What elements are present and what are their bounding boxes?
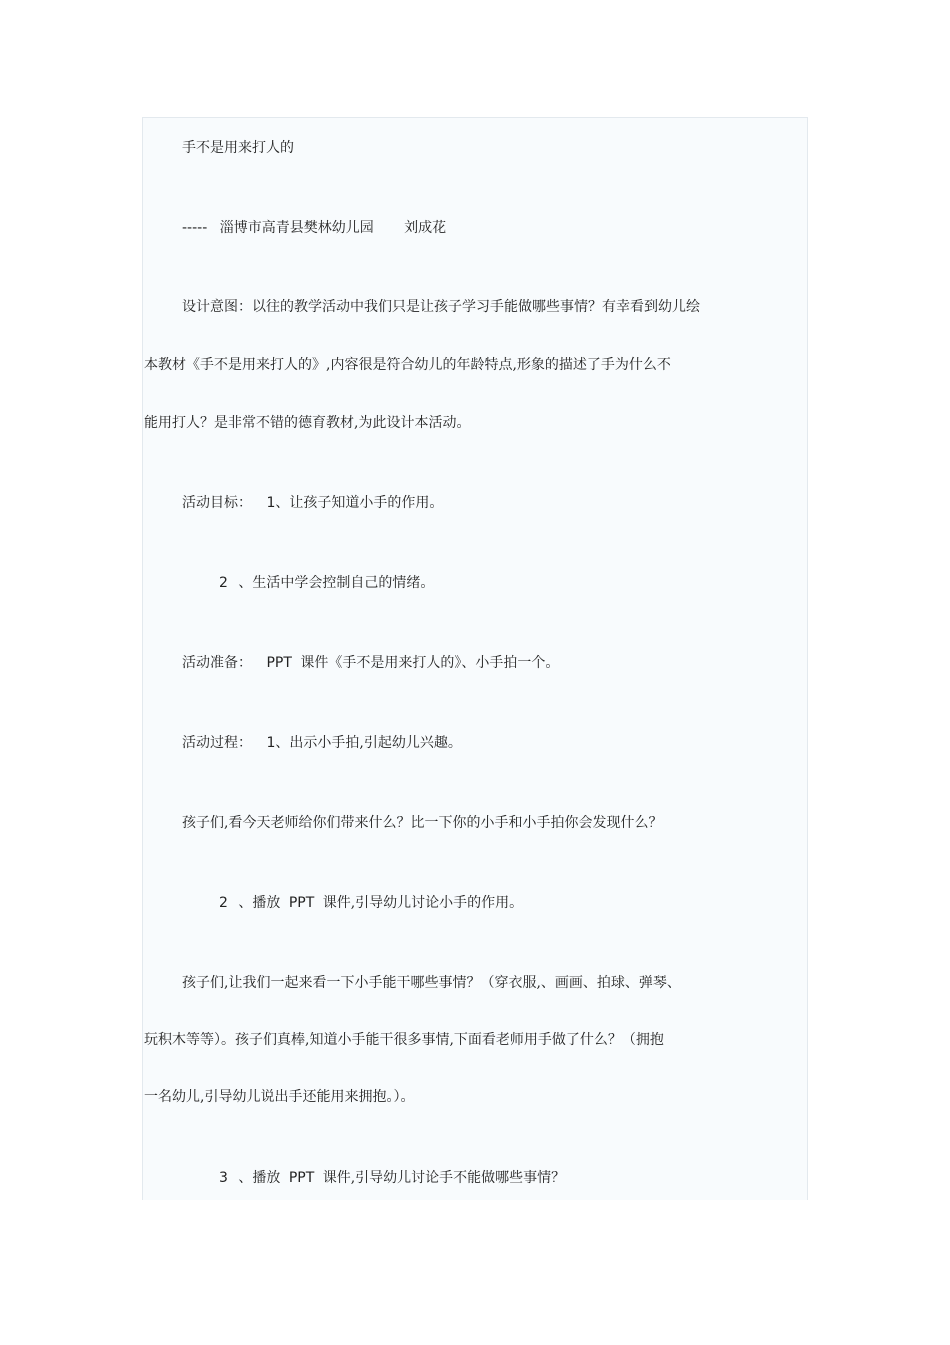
design-text-1: 以往的教学活动中我们只是让孩子学习手能做哪些事情？有幸看到幼儿绘 bbox=[252, 299, 700, 315]
goal-2-text: 、生活中学会控制自己的情绪。 bbox=[238, 575, 435, 591]
step-2-text: 课件,引导幼儿讨论小手的作用。 bbox=[322, 895, 524, 911]
step-2-number: 2 bbox=[219, 895, 228, 911]
design-intent-line-3 bbox=[144, 413, 470, 433]
byline-author: 刘成花 bbox=[404, 220, 447, 236]
step-2-paragraph-text-3: 一名幼儿,引导幼儿说出手还能用来拥抱。）。 bbox=[144, 1089, 415, 1105]
step-2-paragraph-text-1: 孩子们,让我们一起来看一下小手能干哪些事情？（穿衣服,、画画、拍球、弹琴、 bbox=[182, 975, 681, 991]
process-label: 活动过程： bbox=[182, 735, 252, 751]
preparation-line bbox=[182, 653, 559, 673]
goal-line-2 bbox=[219, 573, 434, 593]
byline bbox=[182, 218, 446, 238]
step-2-line bbox=[219, 893, 523, 913]
byline-dash: ----- bbox=[182, 220, 208, 236]
goal-line-1 bbox=[182, 493, 443, 513]
prep-text: 课件《手不是用来打人的》、小手拍一个。 bbox=[300, 655, 560, 671]
step-3-pre: 、播放 bbox=[238, 1170, 281, 1186]
design-intent-line-2 bbox=[144, 355, 671, 375]
byline-org: 淄博市高青县樊林幼儿园 bbox=[219, 220, 374, 236]
prep-ppt: PPT bbox=[266, 655, 292, 671]
design-intent-line-1 bbox=[182, 297, 700, 317]
step-2-paragraph-line-1 bbox=[182, 973, 681, 993]
step-1-text: 、出示小手拍,引起幼儿兴趣。 bbox=[275, 735, 462, 751]
step-2-paragraph-line-2 bbox=[144, 1030, 664, 1050]
process-line-1 bbox=[182, 733, 462, 753]
goal-1-number: 1 bbox=[266, 495, 276, 511]
step-3-text: 课件,引导幼儿讨论手不能做哪些事情？ bbox=[322, 1170, 566, 1186]
goal-2-number: 2 bbox=[219, 575, 228, 591]
step-3-ppt: PPT bbox=[288, 1170, 315, 1186]
step-1-paragraph-text: 孩子们,看今天老师给你们带来什么？比一下你的小手和小手拍你会发现什么？ bbox=[182, 815, 663, 831]
prep-label: 活动准备： bbox=[182, 655, 252, 671]
step-2-paragraph-text-2: 玩积木等等）。孩子们真棒,知道小手能干很多事情,下面看老师用手做了什么？（拥抱 bbox=[144, 1032, 664, 1048]
goal-label: 活动目标： bbox=[182, 495, 252, 511]
design-text-2: 本教材《手不是用来打人的》,内容很是符合幼儿的年龄特点,形象的描述了手为什么不 bbox=[144, 357, 671, 373]
step-1-paragraph bbox=[182, 813, 662, 833]
step-3-line bbox=[219, 1168, 565, 1188]
goal-1-text: 、让孩子知道小手的作用。 bbox=[275, 495, 444, 511]
document-title bbox=[182, 138, 294, 158]
step-2-ppt: PPT bbox=[288, 895, 315, 911]
title-text: 手不是用来打人的 bbox=[182, 140, 294, 156]
design-label: 设计意图： bbox=[182, 299, 252, 315]
step-3-number: 3 bbox=[219, 1170, 228, 1186]
step-1-number: 1 bbox=[266, 735, 276, 751]
step-2-paragraph-line-3 bbox=[144, 1087, 414, 1107]
design-text-3: 能用打人？是非常不错的德育教材,为此设计本活动。 bbox=[144, 415, 471, 431]
step-2-pre: 、播放 bbox=[238, 895, 281, 911]
